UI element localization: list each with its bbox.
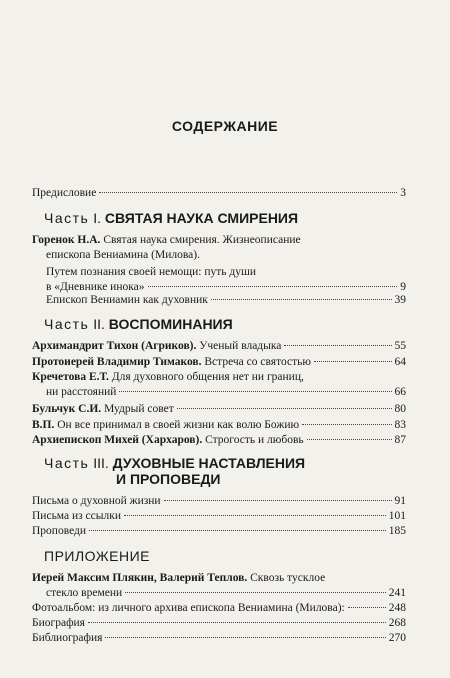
page-number: 185 — [388, 525, 406, 537]
leader-dots — [211, 299, 392, 300]
part-word: Часть — [44, 455, 90, 471]
page-number: 87 — [394, 434, 406, 446]
toc-entry-letters-exile[interactable] — [32, 509, 406, 524]
leader-dots — [177, 408, 392, 409]
entry-author: Бульчук С.И. — [32, 403, 102, 415]
leader-dots — [307, 439, 392, 440]
leader-dots — [89, 530, 386, 531]
leader-dots — [125, 592, 386, 593]
part-word: Часть — [44, 210, 90, 226]
toc-entry-path[interactable] — [32, 265, 406, 295]
entry-text-cont: в «Дневнике инока» — [46, 281, 145, 293]
leader-dots — [314, 361, 392, 362]
leader-dots — [105, 637, 385, 638]
toc-entry-bibliography[interactable] — [32, 631, 406, 646]
page-number: 80 — [394, 403, 406, 415]
toc-entry-biography[interactable] — [32, 616, 406, 631]
entry-text: Сквозь тусклое — [250, 572, 326, 584]
part-name: ВОСПОМИНАНИЯ — [108, 316, 233, 332]
entry-text: Строгость и любовь — [205, 434, 304, 446]
entry-author: В.П. — [32, 419, 55, 431]
entry-author: Горенок Н.А. — [32, 234, 101, 246]
entry-text: Мудрый совет — [104, 403, 174, 415]
page-number: 248 — [388, 602, 406, 614]
entry-label: Письма о духовной жизни — [32, 495, 161, 507]
entry-text-cont: ни расстояний — [46, 386, 117, 398]
toc-entry-krechetova[interactable] — [32, 370, 406, 400]
leader-dots — [119, 391, 391, 392]
entry-text: Ученый владыка — [199, 340, 282, 352]
entry-label: Письма из ссылки — [32, 510, 121, 522]
entry-label: Епископ Вениамин как духовник — [46, 294, 208, 306]
leader-dots — [164, 500, 392, 501]
entry-author: Иерей Максим Плякин, Валерий Теплов. — [32, 572, 248, 584]
entry-author: Кречетова Е.Т. — [32, 371, 109, 383]
entry-text: Встреча со святостью — [204, 356, 311, 368]
page-number: 101 — [388, 510, 406, 522]
entry-text: Путем познания своей немощи: путь души — [46, 266, 257, 278]
part-number: I. — [93, 210, 101, 226]
leader-dots — [99, 192, 397, 193]
leader-dots — [348, 607, 386, 608]
page-number: 55 — [394, 340, 406, 352]
part-name-cont: И ПРОПОВЕДИ — [116, 471, 221, 487]
toc-entry-vp[interactable] — [32, 418, 406, 433]
part-number: II. — [93, 316, 105, 332]
toc-entry-sermons[interactable] — [32, 524, 406, 539]
appendix-heading: ПРИЛОЖЕНИЕ — [44, 548, 151, 564]
part-name: СВЯТАЯ НАУКА СМИРЕНИЯ — [104, 210, 299, 226]
entry-author: Протоиерей Владимир Тимаков. — [32, 356, 202, 368]
entry-label: Проповеди — [32, 525, 87, 537]
part-word: Часть — [44, 316, 90, 332]
page-number: 66 — [394, 386, 406, 398]
page-number: 39 — [394, 294, 406, 306]
part-number: III. — [93, 455, 109, 471]
toc-entry-letters-spiritual[interactable] — [32, 494, 406, 509]
entry-text-cont: стекло времени — [46, 587, 123, 599]
toc-entry-confessor[interactable] — [32, 293, 406, 308]
page-number: 9 — [400, 281, 406, 293]
entry-text-cont: епископа Вениамина (Милова). — [46, 249, 200, 261]
toc-entry-tikhon[interactable] — [32, 339, 406, 354]
page-title: СОДЕРЖАНИЕ — [171, 118, 279, 134]
page-number: 270 — [388, 632, 406, 644]
page-number: 241 — [388, 587, 406, 599]
entry-label: Предисловие — [32, 187, 97, 199]
page-number: 64 — [394, 356, 406, 368]
entry-label: Библиография — [32, 632, 103, 644]
leader-dots — [88, 622, 386, 623]
leader-dots — [302, 424, 391, 425]
toc-entry-gorenok[interactable] — [32, 233, 406, 263]
leader-dots — [148, 286, 398, 287]
page-number: 268 — [388, 617, 406, 629]
entry-author: Архимандрит Тихон (Агриков). — [32, 340, 197, 352]
part-heading-2 — [44, 316, 233, 332]
entry-text: Святая наука смирения. Жизнеописание — [103, 234, 301, 246]
part-heading-3 — [44, 455, 305, 488]
page-number: 91 — [394, 495, 406, 507]
entry-text: Он все принимал в своей жизни как волю Божию — [57, 419, 300, 431]
part-heading-1 — [44, 210, 298, 226]
toc-entry-preface[interactable] — [32, 186, 406, 201]
toc-entry-bulchuk[interactable] — [32, 402, 406, 417]
entry-text: Для духовного общения нет ни границ, — [111, 371, 304, 383]
toc-entry-photoalbum[interactable] — [32, 601, 406, 616]
page-number: 83 — [394, 419, 406, 431]
leader-dots — [284, 345, 391, 346]
page-number: 3 — [400, 187, 406, 199]
toc-entry-mikhei[interactable] — [32, 433, 406, 448]
toc-entry-timakov[interactable] — [32, 355, 406, 370]
entry-label: Фотоальбом: из личного архива епископа Вениамина (Милова): — [32, 602, 345, 614]
part-name: ДУХОВНЫЕ НАСТАВЛЕНИЯ — [112, 455, 306, 471]
leader-dots — [124, 515, 386, 516]
entry-author: Архиепископ Михей (Хархаров). — [32, 434, 203, 446]
toc-entry-plyakin[interactable] — [32, 571, 406, 601]
entry-label: Биография — [32, 617, 85, 629]
